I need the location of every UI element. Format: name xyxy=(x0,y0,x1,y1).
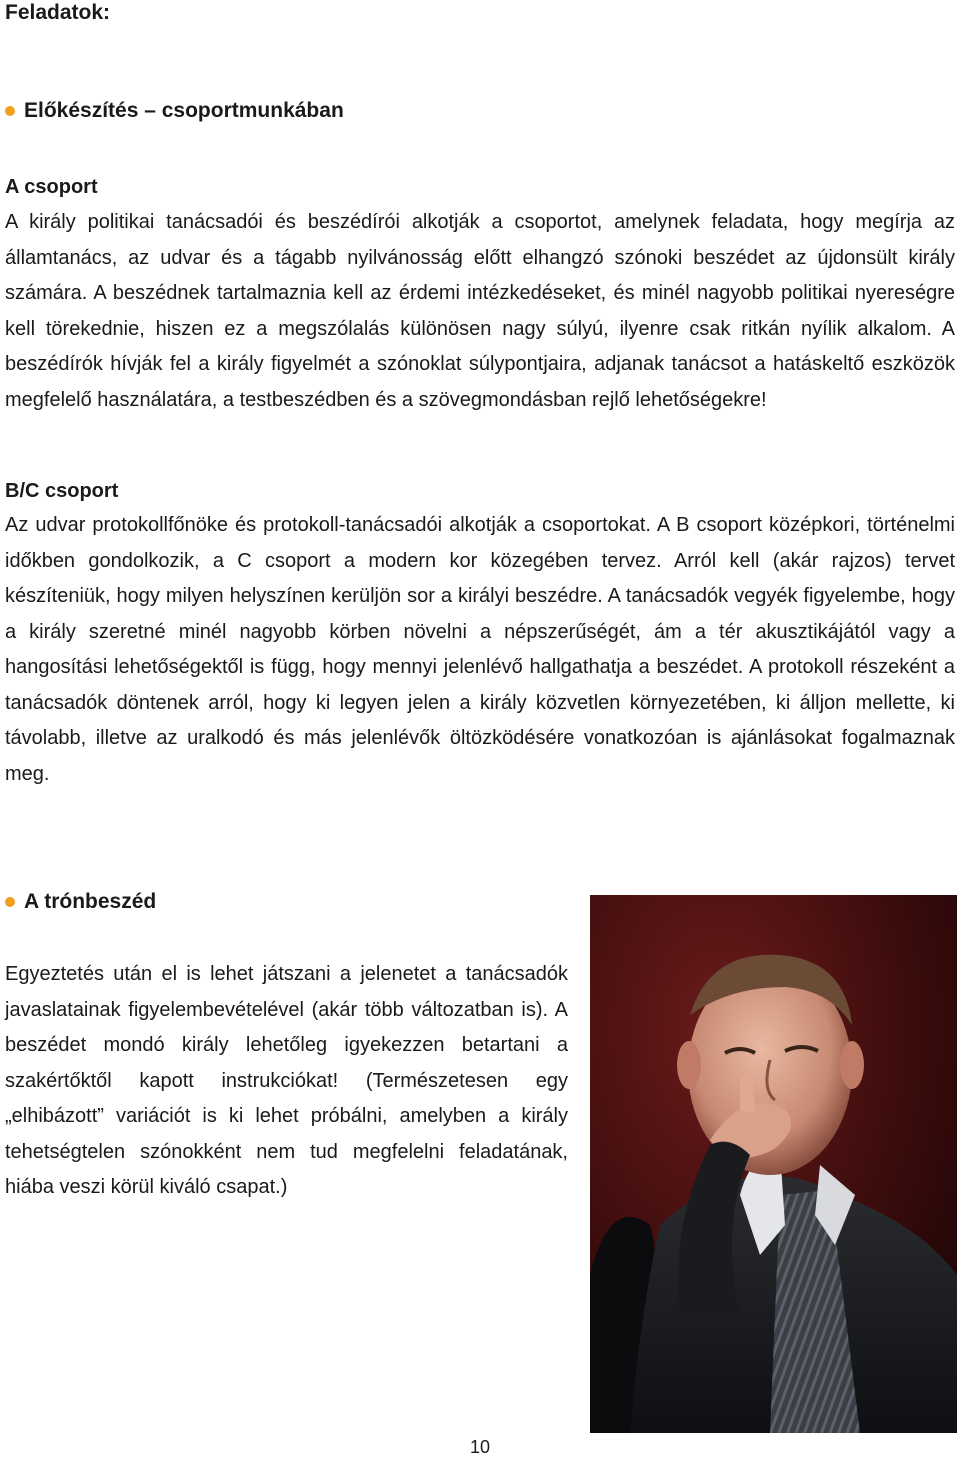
section-heading-text: A trónbeszéd xyxy=(24,890,157,913)
page-title: Feladatok: xyxy=(5,1,111,24)
group-bc-paragraph: Az udvar protokollfőnöke és protokoll-tanácsadói alkotják a csoportokat. A B csoport középkori, történelmi időkben gondolkozik, a C csoport a modern kor közegében tervez. Arról kell (akár rajzos) tervet készíteniük, hogy milyen helyszínen kerüljön sor a királyi beszédre. A tanácsadók vegyék figyelembe, hogy a király szeretné minél nagyobb körben növelni a népszerűségét, ám a tér akusztikájától vagy a hangosítási lehetőségektől is függ, hogy mennyi jelenlévő hallgathatja a beszédet. A protokoll részeként a tanácsadók döntenek arról, hogy ki legyen jelen a király közvetlen környezetében, ki álljon mellette, ki távolabb, illetve az uralkodó és más jelenlévők öltözködésére vonatkozóan is ajánlásokat fogalmaznak meg. xyxy=(5,514,955,785)
group-bc-heading: B/C csoport xyxy=(5,480,119,502)
bullet-icon xyxy=(5,897,15,907)
bullet-icon xyxy=(5,106,15,116)
section-heading-throne-speech xyxy=(5,889,156,915)
throne-speech-paragraph: Egyeztetés után el is lehet játszani a jelenetet a tanácsadók javaslatainak figyelembevételével (akár több változatban is). A beszédet mondó király lehetőleg igyekezzen betartani a szakértőktől kapott instrukciókat! (Természetesen egy „elhibázott” variációt is ki lehet próbálni, amelyben a király tehetségtelen szónokként nem tud megfelelni feladatának, hiába veszi körül kiváló csapat.) xyxy=(5,963,568,1198)
group-a-paragraph: A király politikai tanácsadói és beszédírói alkotják a csoportot, amelynek feladata, hogy megírja az államtanács, az udvar és a tágabb nyilvánosság előtt elhangzó szónoki beszédet az újdonsült király számára. A beszédnek tartalmaznia kell az érdemi intézkedéseket, és minél nagyobb politikai nyereségre kell törekednie, hiszen ez a megszólalás különösen nagy súlyú, ilyenre csak ritkán nyílik alkalom. A beszédírók hívják fel a király figyelmét a szónoklat súlypontjaira, adjanak tanácsot a hatáskeltő eszközök megfelelő használatára, a testbeszédben és a szövegmondásban rejlő lehetőségekre! xyxy=(5,211,955,411)
actor-photo xyxy=(590,895,957,1433)
section-heading-preparation xyxy=(5,98,344,124)
page-number: 10 xyxy=(469,1437,491,1457)
section-heading-text: Előkészítés – csoportmunkában xyxy=(24,99,344,122)
group-a-heading: A csoport xyxy=(5,176,98,198)
actor-portrait-illustration xyxy=(590,895,957,1433)
